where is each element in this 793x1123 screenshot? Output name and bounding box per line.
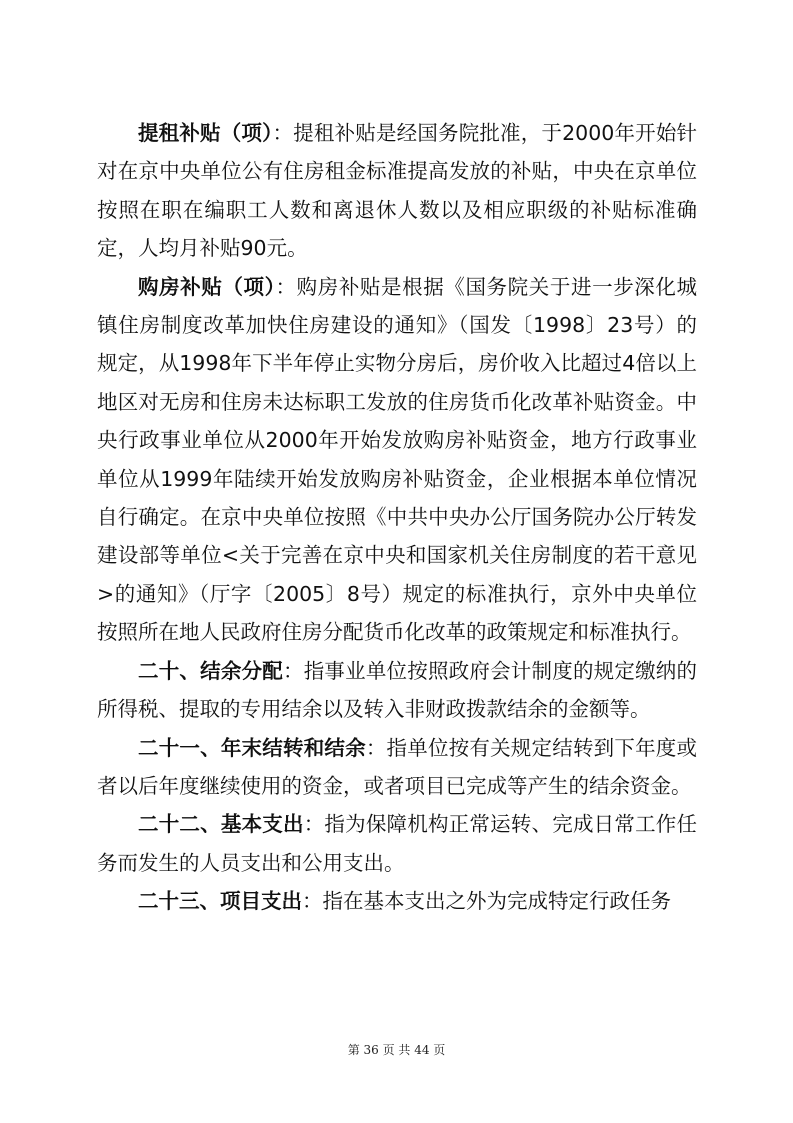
term-heading: 二十、结余分配 [138, 658, 283, 683]
term-heading: 二十一、年末结转和结余 [138, 735, 366, 760]
term-heading: 二十二、基本支出 [138, 812, 304, 837]
paragraph-text: ：购房补贴是根据《国务院关于进一步深化城镇住房制度改革加快住房建设的通知》（国发〔1998〕23号）的规定，从1998年下半年停止实物分房后，房价收入比超过4倍以上地区对无房和住房未达标职工发放的住房货币化改革补贴资金。中央行政事业单位从2000年开始发放购房补贴资金，地方行政事业单位从1999年陆续开始发放购房补贴资金，企业根据本单位情况自行确定。在京中央单位按照《中共中央办公厅国务院办公厅转发建设部等单位<关于完善在京中央和国家机关住房制度的若干意见>的通知》（厅字〔2005〕8号）规定的标准执行，京外中央单位按照所在地人民政府住房分配货币化改革的政策规定和标准执行。 [97, 274, 698, 645]
document-body [97, 114, 697, 921]
paragraph-year-end-carryover [97, 729, 697, 806]
paragraph-text: ：提租补贴是经国务院批准，于2000年开始针对在京中央单位公有住房租金标准提高发放的补贴，中央在京单位按照在职在编职工人数和离退休人数以及相应职级的补贴标准确定，人均月补贴90元。 [97, 121, 698, 261]
term-heading: 二十三、项目支出 [138, 889, 302, 914]
paragraph-project-expenditure [97, 882, 697, 920]
paragraph-text: ：指为保障机构正常运转、完成日常工作任务而发生的人员支出和公用支出。 [97, 812, 698, 875]
paragraph-housing-purchase-subsidy [97, 268, 697, 652]
paragraph-rent-subsidy [97, 114, 697, 268]
paragraph-text: ：指事业单位按照政府会计制度的规定缴纳的所得税、提取的专用结余以及转入非财政拨款结余的金额等。 [97, 658, 698, 722]
paragraph-text: ：指在基本支出之外为完成特定行政任务 [302, 889, 671, 914]
term-heading: 购房补贴（项） [138, 274, 276, 299]
paragraph-text: ：指单位按有关规定结转到下年度或者以后年度继续使用的资金，或者项目已完成等产生的结余资金。 [97, 735, 698, 798]
paragraph-surplus-distribution [97, 652, 697, 729]
term-heading: 提租补贴（项） [138, 121, 273, 145]
paragraph-basic-expenditure [97, 805, 697, 882]
page-footer: 第 36 页 共 44 页 [347, 1043, 446, 1057]
